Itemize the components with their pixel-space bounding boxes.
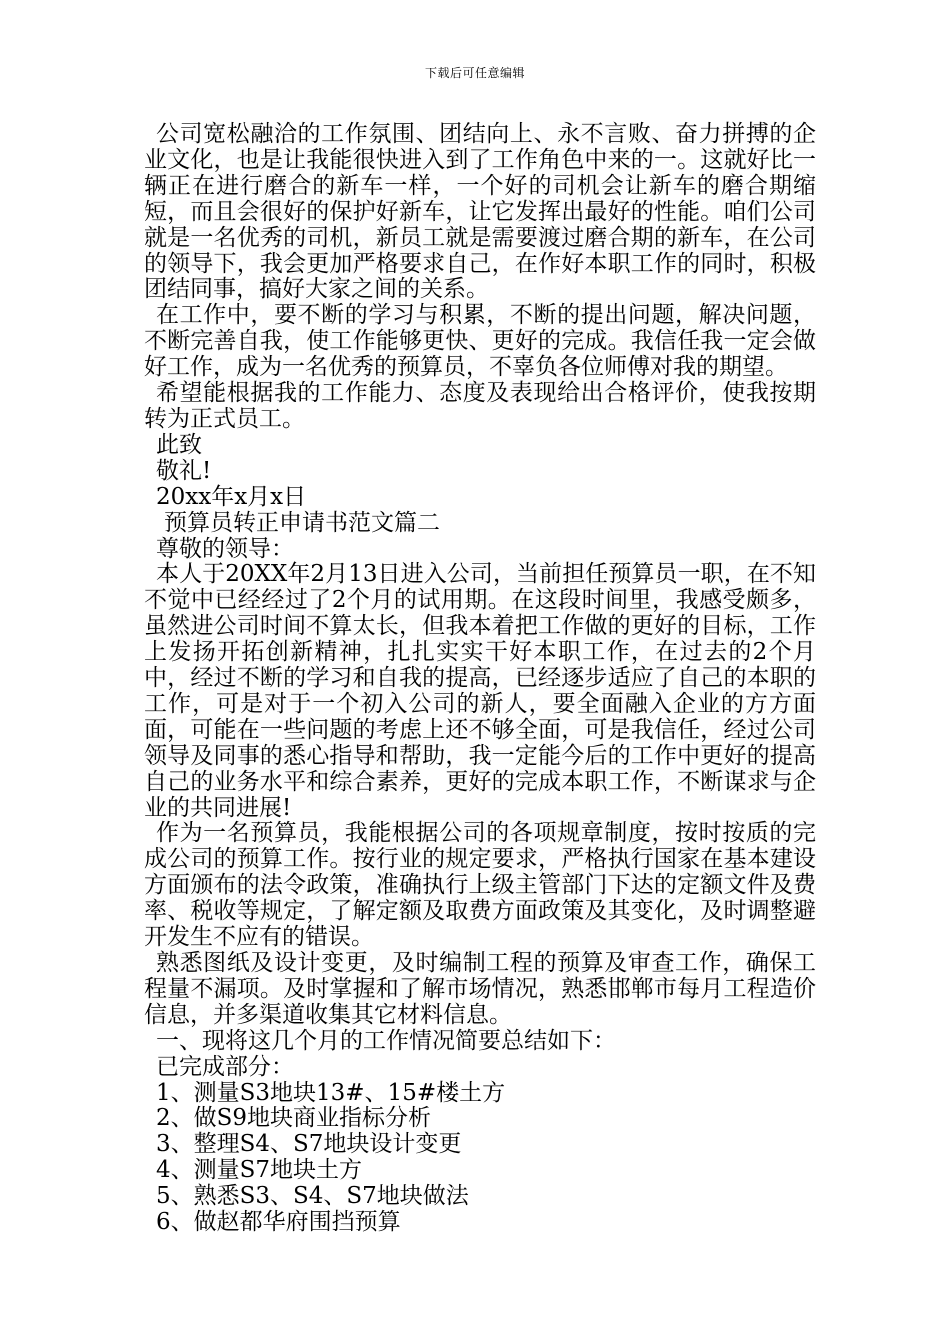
completed-item: 1、测量S3地块13#、15#楼土方 xyxy=(156,1079,506,1106)
greeting: 尊敬的领导： xyxy=(156,535,294,562)
completed-item: 6、做赵都华府围挡预算 xyxy=(156,1209,401,1236)
paragraph-company-culture: 公司宽松融洽的工作氛围、团结向上、永不言败、奋力拼搏的企业文化，也是让我能很快进入到了工作角色中来的一。这就好比一辆正在进行磨合的新车一样，一个好的司机会让新车的磨合期缩短，而且会很好的保护好新车，让它发挥出最好的性能。咱们公司就是一名优秀的司机，新员工就是需要渡过磨合期的新车，在公司的领导下，我会更加严格要求自己，在作好本职工作的同时，积极团结同事，搞好大家之间的关系。 xyxy=(144,121,816,303)
document-body xyxy=(144,122,816,1236)
summary-heading: 一、现将这几个月的工作情况简要总结如下： xyxy=(156,1027,616,1054)
date-line: 20xx年x月x日 xyxy=(156,483,307,510)
paragraph-drawings-familiarity: 熟悉图纸及设计变更，及时编制工程的预算及审查工作，确保工程量不漏项。及时掌握和了解市场情况，熟悉邯郸市每月工程造价信息，并多渠道收集其它材料信息。 xyxy=(144,950,816,1028)
paragraph-introduction: 本人于20XX年2月13日进入公司，当前担任预算员一职，在不知不觉中已经经过了2个月的试用期。在这段时间里，我感受颇多，虽然进公司时间不算太长，但我本着把工作做的更好的目标，工作上发扬开拓创新精神，扎扎实实干好本职工作，在过去的2个月中，经过不断的学习和自我的提高，已经逐步适应了自己的本职的工作，可是对于一个初入公司的新人，要全面融入企业的方方面面，可能在一些问题的考虑上还不够全面，可是我信任，经过公司领导及同事的悉心指导和帮助，我一定能今后的工作中更好的提高自己的业务水平和综合素养，更好的完成本职工作，不断谋求与企业的共同进展! xyxy=(144,561,816,821)
paragraph-continuous-learning: 在工作中，要不断的学习与积累，不断的提出问题，解决问题，不断完善自我，使工作能够更快、更好的完成。我信任我一定会做好工作，成为一名优秀的预算员，不辜负各位师傅对我的期望。 xyxy=(144,302,816,381)
completed-item: 3、整理S4、S7地块设计变更 xyxy=(156,1131,462,1158)
completed-item: 5、熟悉S3、S4、S7地块做法 xyxy=(156,1183,469,1210)
completed-item: 4、测量S7地块土方 xyxy=(156,1157,363,1184)
page-header: 下载后可任意编辑 xyxy=(424,66,525,80)
paragraph-budget-duties: 作为一名预算员，我能根据公司的各项规章制度，按时按质的完成公司的预算工作。按行业的规定要求，严格执行国家在基本建设方面颁布的法令政策，准确执行上级主管部门下达的定额文件及费率、税收等规定，了解定额及取费方面政策及其变化，及时调整避开发生不应有的错误。 xyxy=(144,820,816,951)
section-title: 预算员转正申请书范文篇二 xyxy=(164,509,440,536)
paragraph-request-evaluation: 希望能根据我的工作能力、态度及表现给出合格评价，使我按期转为正式员工。 xyxy=(144,380,816,432)
completed-heading: 已完成部分： xyxy=(156,1053,294,1080)
completed-item: 2、做S9地块商业指标分析 xyxy=(156,1105,432,1132)
closing-salutation: 此致 xyxy=(156,431,202,458)
closing-regards: 敬礼! xyxy=(156,457,212,484)
